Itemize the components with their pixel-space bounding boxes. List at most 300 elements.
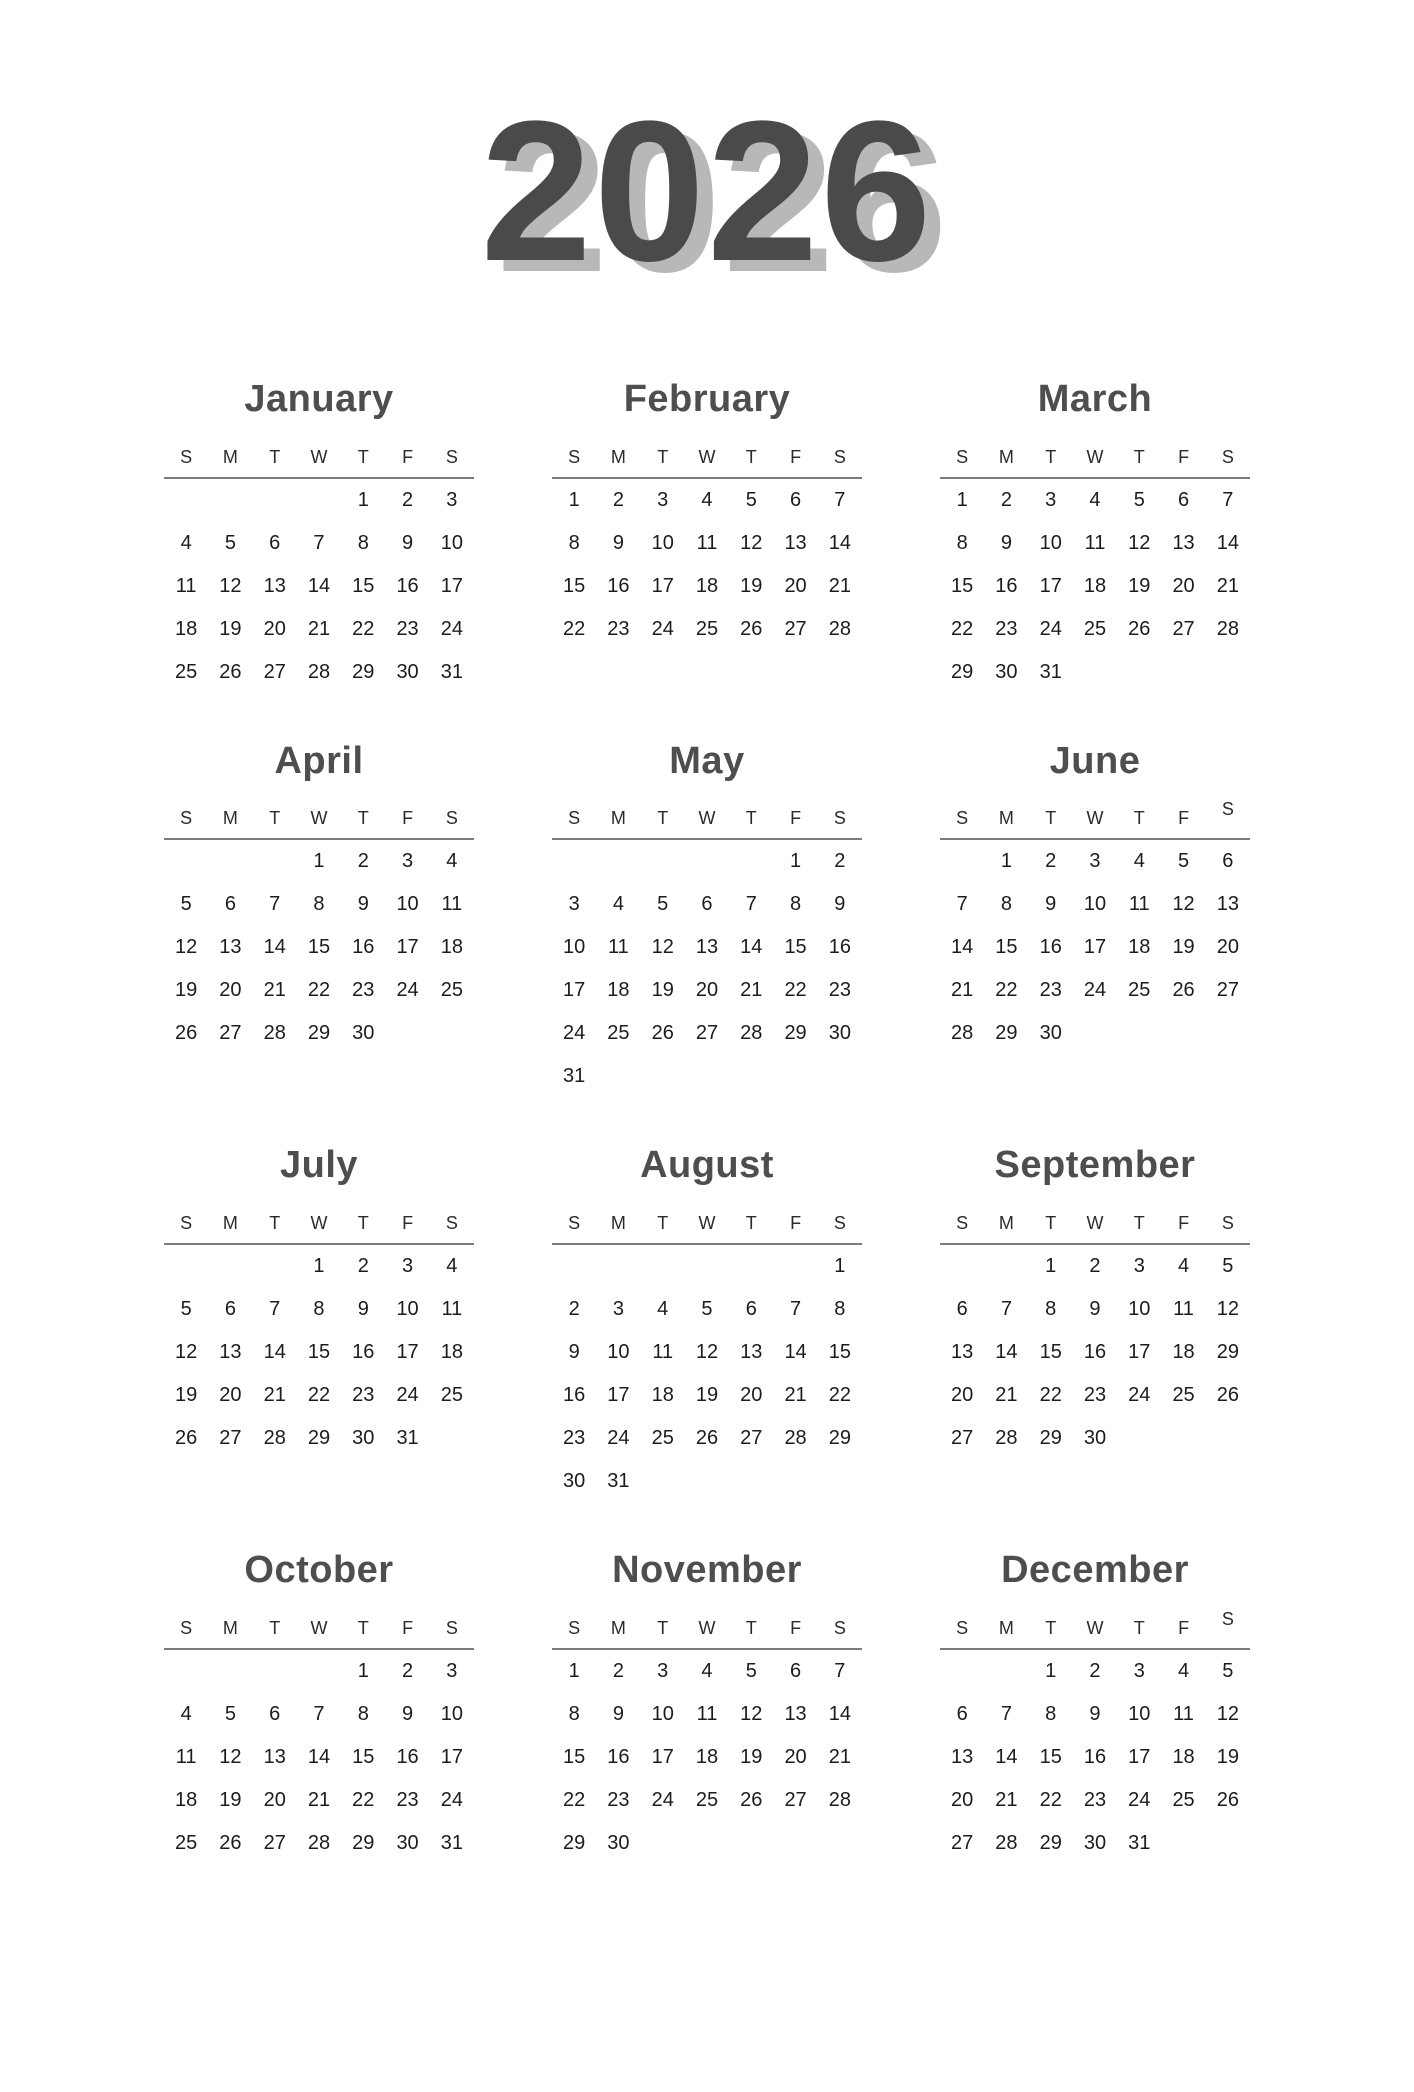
day-august-1: 1 (834, 1255, 846, 1278)
day-february-16: 16 (607, 574, 630, 597)
day-empty (253, 840, 297, 883)
weekday-label: W (698, 1213, 716, 1234)
day-december-6: 6 (956, 1702, 968, 1725)
day-january-17: 17 (440, 574, 463, 597)
day-march-21: 21 (1216, 574, 1239, 597)
year-title: 2026 (480, 80, 934, 303)
day-empty (685, 1822, 729, 1865)
day-november-22: 22 (563, 1788, 586, 1811)
day-april-15: 15 (307, 936, 331, 959)
day-may-9: 9 (834, 893, 846, 916)
days-grid (164, 1650, 474, 1865)
day-empty (1117, 1012, 1161, 1055)
weekday-row (552, 446, 862, 477)
day-march-26: 26 (1128, 617, 1151, 640)
weekday-label: S (180, 808, 193, 829)
weekday-label: T (745, 446, 757, 467)
day-december-18: 18 (1172, 1745, 1195, 1768)
weekday-label: S (1221, 1213, 1234, 1234)
day-september-14: 14 (995, 1341, 1018, 1364)
weekday-row (940, 446, 1250, 477)
month-title: September (994, 1144, 1196, 1187)
weekday-row (164, 1617, 474, 1648)
day-empty (940, 1245, 984, 1288)
weekday-label: T (657, 808, 669, 829)
weekday-label: F (402, 1617, 414, 1638)
day-november-17: 17 (651, 1745, 674, 1768)
day-july-20: 20 (219, 1384, 242, 1407)
days-grid (164, 479, 474, 694)
day-june-20: 20 (1216, 936, 1239, 959)
day-december-4: 4 (1178, 1659, 1190, 1682)
day-october-12: 12 (219, 1745, 242, 1768)
day-empty (253, 479, 297, 522)
day-september-23: 23 (1083, 1384, 1107, 1407)
weekday-label: M (222, 1617, 238, 1638)
weekday-row (940, 1212, 1250, 1243)
day-june-3: 3 (1089, 850, 1101, 873)
day-october-5: 5 (224, 1702, 236, 1725)
day-october-4: 4 (180, 1702, 192, 1725)
day-may-25: 25 (607, 1022, 630, 1045)
day-may-31: 31 (563, 1065, 586, 1088)
weekday-row (164, 446, 474, 477)
day-april-20: 20 (219, 979, 242, 1002)
day-march-13: 13 (1172, 531, 1195, 554)
weekday-label: S (833, 808, 846, 829)
day-may-6: 6 (701, 893, 713, 916)
weekday-label: S (1221, 446, 1234, 467)
day-july-25: 25 (440, 1384, 463, 1407)
day-february-27: 27 (784, 617, 807, 640)
day-february-11: 11 (696, 531, 718, 554)
day-april-23: 23 (352, 979, 375, 1002)
month-title: April (274, 739, 364, 782)
day-august-29: 29 (828, 1427, 851, 1450)
day-august-13: 13 (740, 1341, 763, 1364)
day-august-9: 9 (568, 1341, 580, 1364)
day-april-1: 1 (313, 850, 325, 873)
day-september-22: 22 (1039, 1384, 1062, 1407)
weekday-label: S (956, 808, 969, 829)
day-march-11: 11 (1084, 531, 1106, 554)
month-title: August (640, 1144, 774, 1187)
month-march (940, 378, 1250, 694)
day-april-17: 17 (396, 936, 419, 959)
day-january-2: 2 (402, 488, 414, 511)
day-june-19: 19 (1172, 936, 1195, 959)
day-august-5: 5 (701, 1298, 713, 1321)
weekday-label: S (1221, 1608, 1234, 1629)
day-june-11: 11 (1128, 893, 1150, 916)
day-january-6: 6 (269, 531, 281, 554)
day-august-3: 3 (612, 1298, 624, 1321)
day-empty (1161, 1417, 1205, 1460)
day-july-7: 7 (269, 1298, 281, 1321)
months-grid (0, 378, 1414, 1865)
day-april-7: 7 (269, 893, 281, 916)
day-empty (430, 1417, 474, 1460)
day-january-15: 15 (352, 574, 375, 597)
day-december-16: 16 (1083, 1745, 1107, 1768)
day-march-3: 3 (1045, 488, 1057, 511)
days-grid (940, 1650, 1250, 1865)
day-march-22: 22 (951, 617, 974, 640)
day-october-9: 9 (402, 1702, 414, 1725)
day-march-24: 24 (1039, 617, 1062, 640)
day-november-11: 11 (696, 1702, 718, 1725)
day-july-30: 30 (352, 1427, 375, 1450)
weekday-row (552, 807, 862, 838)
day-december-14: 14 (995, 1745, 1018, 1768)
day-march-30: 30 (995, 660, 1018, 683)
day-may-26: 26 (651, 1022, 674, 1045)
weekday-label: M (998, 1617, 1014, 1638)
day-november-30: 30 (607, 1831, 630, 1854)
day-march-12: 12 (1128, 531, 1151, 554)
weekday-label: W (310, 1213, 328, 1234)
day-january-29: 29 (352, 660, 375, 683)
day-september-20: 20 (951, 1384, 974, 1407)
day-november-12: 12 (740, 1702, 763, 1725)
day-april-29: 29 (307, 1022, 331, 1045)
day-september-5: 5 (1222, 1255, 1234, 1278)
day-november-1: 1 (568, 1659, 580, 1682)
day-september-3: 3 (1133, 1255, 1145, 1278)
day-august-16: 16 (563, 1384, 586, 1407)
day-august-24: 24 (607, 1427, 630, 1450)
day-march-8: 8 (956, 531, 968, 554)
day-february-4: 4 (701, 488, 713, 511)
day-empty (552, 1245, 596, 1288)
day-july-21: 21 (263, 1384, 286, 1407)
day-december-11: 11 (1173, 1702, 1194, 1725)
day-january-23: 23 (396, 617, 419, 640)
day-april-19: 19 (175, 979, 198, 1002)
day-empty (164, 479, 208, 522)
day-july-10: 10 (396, 1298, 419, 1321)
weekday-label: T (1045, 1213, 1057, 1234)
day-may-21: 21 (740, 979, 763, 1002)
day-july-2: 2 (357, 1255, 369, 1278)
day-december-5: 5 (1222, 1659, 1234, 1682)
day-october-31: 31 (440, 1831, 463, 1854)
day-september-4: 4 (1178, 1255, 1190, 1278)
day-october-17: 17 (440, 1745, 463, 1768)
day-march-17: 17 (1039, 574, 1062, 597)
day-empty (685, 1460, 729, 1503)
day-march-23: 23 (995, 617, 1018, 640)
day-february-25: 25 (695, 617, 719, 640)
day-february-24: 24 (651, 617, 674, 640)
weekday-label: S (568, 446, 581, 467)
day-september-21: 21 (995, 1384, 1018, 1407)
day-january-22: 22 (352, 617, 375, 640)
day-july-27: 27 (219, 1427, 242, 1450)
day-january-31: 31 (440, 660, 463, 683)
day-december-26: 26 (1216, 1788, 1239, 1811)
day-october-13: 13 (263, 1745, 286, 1768)
day-september-8: 8 (1045, 1298, 1057, 1321)
day-may-30: 30 (828, 1022, 851, 1045)
day-december-15: 15 (1039, 1745, 1062, 1768)
day-july-22: 22 (307, 1384, 331, 1407)
day-october-2: 2 (402, 1659, 414, 1682)
days-grid (164, 1245, 474, 1460)
day-april-2: 2 (357, 850, 369, 873)
month-april (164, 740, 474, 1056)
day-august-28: 28 (784, 1427, 807, 1450)
day-september-16: 16 (1083, 1341, 1107, 1364)
weekday-label: T (745, 1617, 757, 1638)
day-december-7: 7 (1000, 1702, 1012, 1725)
day-empty (984, 1650, 1028, 1693)
day-august-6: 6 (745, 1298, 757, 1321)
day-may-1: 1 (790, 850, 802, 873)
month-title: November (612, 1549, 802, 1592)
day-december-3: 3 (1133, 1659, 1145, 1682)
weekday-label: M (610, 808, 626, 829)
day-empty (685, 1055, 729, 1098)
day-march-18: 18 (1083, 574, 1107, 597)
day-november-26: 26 (740, 1788, 763, 1811)
month-january (164, 378, 474, 694)
weekday-label: F (402, 1213, 414, 1234)
day-august-8: 8 (834, 1298, 846, 1321)
month-august (552, 1144, 862, 1503)
day-october-22: 22 (352, 1788, 375, 1811)
day-march-14: 14 (1216, 531, 1239, 554)
month-title: July (279, 1144, 359, 1187)
day-september-6: 6 (956, 1298, 968, 1321)
day-september-11: 11 (1173, 1298, 1194, 1321)
day-september-29: 29 (1216, 1341, 1239, 1364)
day-april-21: 21 (263, 979, 286, 1002)
day-november-8: 8 (568, 1702, 580, 1725)
weekday-label: T (269, 808, 281, 829)
weekday-label: F (790, 1617, 802, 1638)
day-may-2: 2 (834, 850, 846, 873)
day-november-7: 7 (834, 1659, 846, 1682)
day-february-5: 5 (745, 488, 757, 511)
weekday-row (164, 1212, 474, 1243)
day-august-26: 26 (695, 1427, 719, 1450)
day-september-2: 2 (1089, 1255, 1101, 1278)
day-december-25: 25 (1172, 1788, 1195, 1811)
day-june-23: 23 (1039, 979, 1062, 1002)
day-june-4: 4 (1133, 850, 1145, 873)
days-grid (552, 840, 862, 1098)
day-july-4: 4 (446, 1255, 458, 1278)
day-june-5: 5 (1178, 850, 1190, 873)
day-february-17: 17 (651, 574, 674, 597)
weekday-label: S (445, 1213, 458, 1234)
weekday-label: S (956, 446, 969, 467)
day-august-21: 21 (784, 1384, 807, 1407)
weekday-label: W (310, 808, 328, 829)
weekday-label: S (445, 1617, 458, 1638)
day-june-17: 17 (1083, 936, 1107, 959)
day-april-25: 25 (440, 979, 463, 1002)
day-may-23: 23 (828, 979, 851, 1002)
day-may-11: 11 (608, 936, 629, 959)
day-december-12: 12 (1216, 1702, 1239, 1725)
day-june-14: 14 (951, 936, 974, 959)
day-may-5: 5 (657, 893, 669, 916)
day-december-1: 1 (1045, 1659, 1057, 1682)
month-title: January (244, 378, 394, 420)
day-march-20: 20 (1172, 574, 1195, 597)
day-january-13: 13 (263, 574, 286, 597)
day-empty (773, 1055, 817, 1098)
day-empty (1161, 1822, 1205, 1865)
weekday-label: F (790, 446, 802, 467)
day-august-19: 19 (695, 1384, 719, 1407)
weekday-label: S (180, 446, 193, 467)
day-january-4: 4 (180, 531, 192, 554)
day-empty (385, 1012, 429, 1055)
days-grid (164, 840, 474, 1055)
day-september-28: 28 (995, 1427, 1018, 1450)
day-may-12: 12 (651, 936, 674, 959)
day-march-2: 2 (1000, 488, 1012, 511)
weekday-label: W (1086, 1213, 1104, 1234)
day-empty (641, 1822, 685, 1865)
weekday-label: T (1133, 808, 1145, 829)
weekday-row (940, 799, 1250, 838)
day-december-20: 20 (951, 1788, 974, 1811)
day-november-4: 4 (701, 1659, 713, 1682)
weekday-label: F (790, 808, 802, 829)
day-empty (164, 1245, 208, 1288)
day-october-19: 19 (219, 1788, 242, 1811)
day-december-2: 2 (1089, 1659, 1101, 1682)
day-october-30: 30 (396, 1831, 419, 1854)
day-december-24: 24 (1128, 1788, 1151, 1811)
day-september-15: 15 (1039, 1341, 1062, 1364)
day-empty (729, 1055, 773, 1098)
day-empty (297, 1650, 341, 1693)
day-april-18: 18 (440, 936, 463, 959)
weekday-label: M (610, 1617, 626, 1638)
day-july-9: 9 (357, 1298, 369, 1321)
weekday-label: T (745, 1213, 757, 1234)
day-september-26: 26 (1216, 1384, 1239, 1407)
day-june-26: 26 (1172, 979, 1195, 1002)
weekday-label: S (568, 1617, 581, 1638)
day-november-14: 14 (828, 1702, 851, 1725)
day-july-11: 11 (441, 1298, 463, 1321)
days-grid (552, 1245, 862, 1503)
day-july-18: 18 (440, 1341, 463, 1364)
day-june-12: 12 (1172, 893, 1195, 916)
day-october-24: 24 (440, 1788, 463, 1811)
weekday-label: S (568, 1213, 581, 1234)
month-may (552, 740, 862, 1099)
day-empty (1206, 1822, 1250, 1865)
weekday-label: T (269, 1617, 281, 1638)
day-july-31: 31 (396, 1427, 419, 1450)
day-october-29: 29 (352, 1831, 375, 1854)
day-june-8: 8 (1000, 893, 1012, 916)
day-july-15: 15 (307, 1341, 331, 1364)
day-january-24: 24 (440, 617, 463, 640)
day-march-5: 5 (1133, 488, 1145, 511)
day-empty (1117, 651, 1161, 694)
day-october-15: 15 (352, 1745, 375, 1768)
day-empty (430, 1012, 474, 1055)
day-empty (1073, 1012, 1117, 1055)
day-february-7: 7 (834, 488, 846, 511)
day-empty (1073, 651, 1117, 694)
day-february-14: 14 (828, 531, 851, 554)
weekday-label: T (657, 1617, 669, 1638)
weekday-label: M (222, 1213, 238, 1234)
month-title: October (244, 1549, 394, 1592)
day-march-9: 9 (1000, 531, 1012, 554)
weekday-label: T (1045, 808, 1057, 829)
day-december-28: 28 (995, 1831, 1018, 1854)
day-april-9: 9 (357, 893, 369, 916)
weekday-label: S (956, 1213, 969, 1234)
day-november-29: 29 (563, 1831, 586, 1854)
day-august-12: 12 (695, 1341, 719, 1364)
day-december-22: 22 (1039, 1788, 1062, 1811)
day-january-8: 8 (357, 531, 369, 554)
day-empty (729, 1822, 773, 1865)
day-august-2: 2 (568, 1298, 580, 1321)
day-february-22: 22 (563, 617, 586, 640)
month-september (940, 1144, 1250, 1460)
day-january-26: 26 (219, 660, 242, 683)
day-june-16: 16 (1039, 936, 1062, 959)
weekday-label: F (790, 1213, 802, 1234)
day-june-24: 24 (1083, 979, 1107, 1002)
day-november-28: 28 (828, 1788, 851, 1811)
day-may-20: 20 (695, 979, 719, 1002)
day-january-30: 30 (396, 660, 419, 683)
day-august-20: 20 (740, 1384, 763, 1407)
month-june (940, 740, 1250, 1056)
day-october-1: 1 (357, 1659, 369, 1682)
day-february-2: 2 (612, 488, 624, 511)
day-january-3: 3 (446, 488, 458, 511)
day-july-16: 16 (352, 1341, 375, 1364)
month-october (164, 1549, 474, 1865)
weekday-label: T (357, 1617, 369, 1638)
day-june-28: 28 (951, 1022, 974, 1045)
day-february-1: 1 (568, 488, 580, 511)
day-april-3: 3 (402, 850, 414, 873)
day-august-22: 22 (828, 1384, 851, 1407)
weekday-label: F (1178, 808, 1190, 829)
weekday-label: T (657, 1213, 669, 1234)
day-may-7: 7 (745, 893, 757, 916)
day-may-3: 3 (568, 893, 580, 916)
day-september-10: 10 (1128, 1298, 1151, 1321)
day-march-4: 4 (1089, 488, 1101, 511)
day-july-3: 3 (402, 1255, 414, 1278)
day-december-8: 8 (1045, 1702, 1057, 1725)
weekday-label: S (445, 808, 458, 829)
day-june-30: 30 (1039, 1022, 1062, 1045)
day-march-15: 15 (951, 574, 974, 597)
day-empty (1206, 1012, 1250, 1055)
day-november-18: 18 (695, 1745, 719, 1768)
day-november-2: 2 (612, 1659, 624, 1682)
day-february-12: 12 (740, 531, 763, 554)
day-october-18: 18 (175, 1788, 198, 1811)
